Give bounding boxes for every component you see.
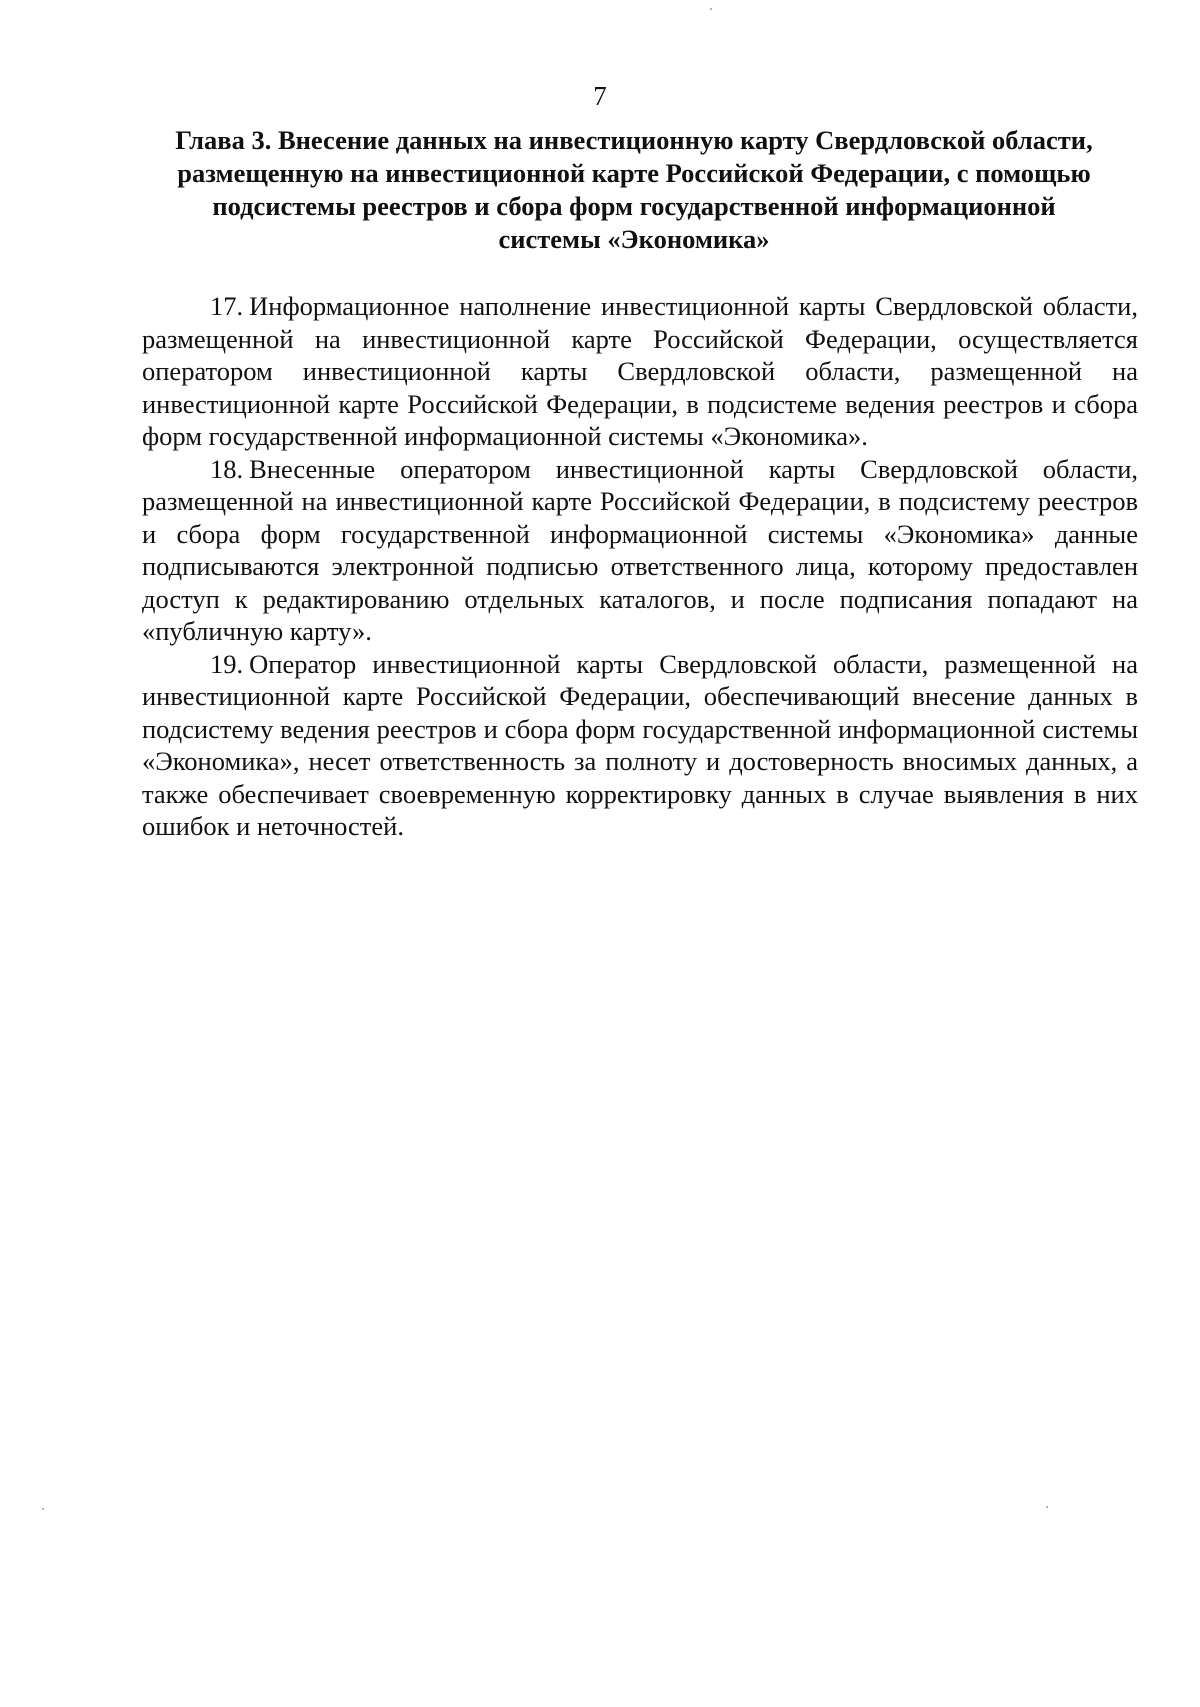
chapter-title-line: Глава 3. Внесение данных на инвестиционную карту Свердловской области, <box>175 125 1093 155</box>
paragraph-number: 19. <box>210 648 244 679</box>
paragraph-text: Внесенные оператором инвестиционной карты Свердловской области, размещенной на инвестиционной карте Российской Федерации, в подсистему реестров и сбора форм государственной информационной системы «Экономика» данные подписываются электронной подписью ответственного лица, которому предоставлен доступ к редактированию отдельных каталогов, и после подписания попадают на «публичную карту». <box>142 453 1138 646</box>
paragraph-19 <box>142 648 1138 843</box>
scan-speck <box>42 1508 44 1510</box>
paragraph-text: Информационное наполнение инвестиционной карты Свердловской области, размещенной на инвестиционной карте Российской Федерации, осуществляется оператором инвестиционной карты Свердловской области, размещенной на инвестиционной карте Российской Федерации, в подсистеме ведения реестров и сбора форм государственной информационной системы «Экономика». <box>142 291 1138 451</box>
chapter-title <box>142 124 1126 256</box>
document-body <box>142 290 1138 843</box>
paragraph-number: 18. <box>210 453 244 484</box>
page-number: 7 <box>593 81 607 111</box>
paragraph-text: Оператор инвестиционной карты Свердловской области, размещенной на инвестиционной карте Российской Федерации, обеспечивающий внесение данных в подсистему ведения реестров и сбора форм государственной информационной системы «Экономика», несет ответственность за полноту и достоверность вносимых данных, а также обеспечивает своевременную корректировку данных в случае выявления в них ошибок и неточностей. <box>142 648 1138 841</box>
scan-speck <box>1046 1506 1048 1508</box>
chapter-title-line: размещенную на инвестиционной карте Российской Федерации, с помощью <box>177 158 1091 188</box>
chapter-title-line: системы «Экономика» <box>498 224 770 254</box>
paragraph-number: 17. <box>210 291 244 321</box>
chapter-title-line: подсистемы реестров и сбора форм государственной информационной <box>212 191 1056 221</box>
scan-speck <box>710 8 712 10</box>
paragraph-18 <box>142 453 1138 648</box>
paragraph-17 <box>142 290 1138 453</box>
